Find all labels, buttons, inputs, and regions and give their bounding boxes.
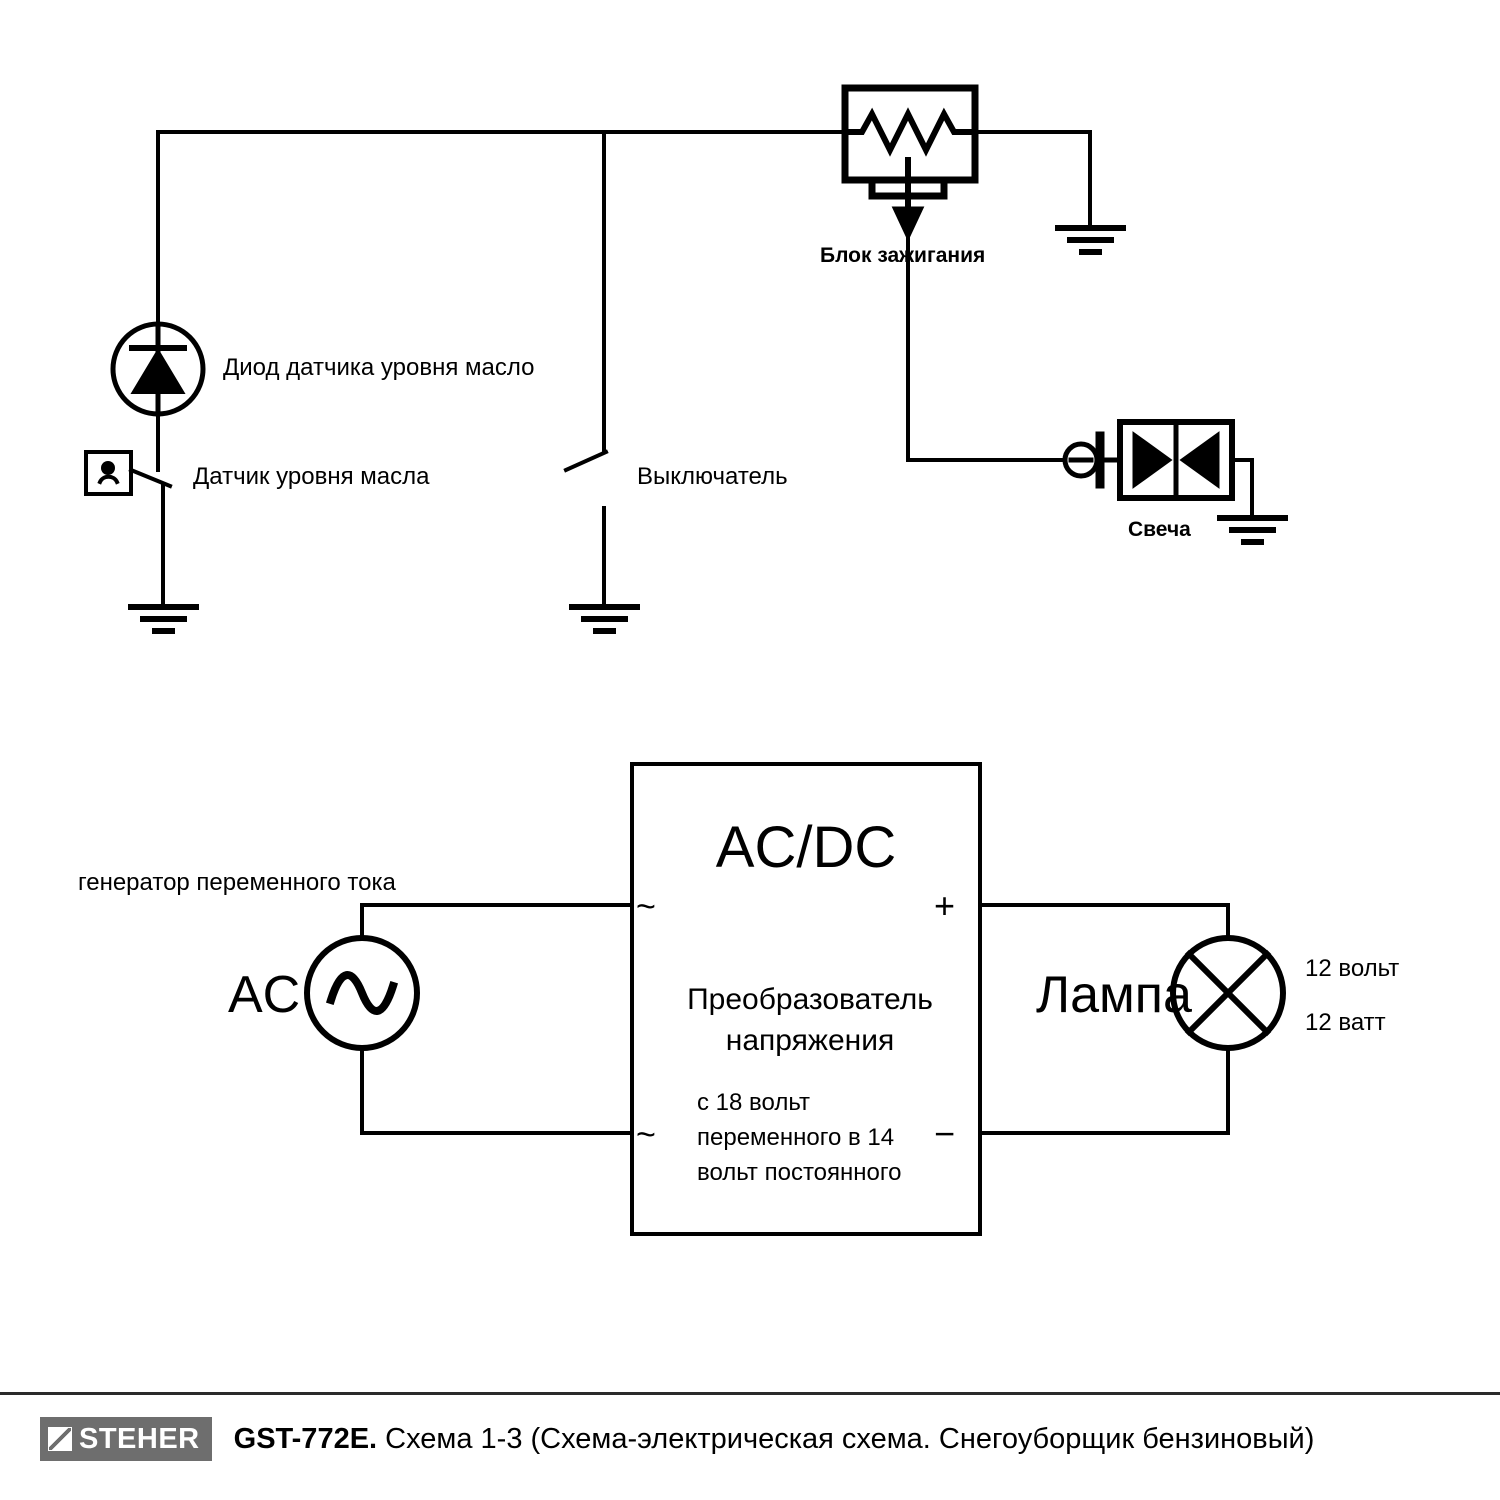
oil-level-sensor-blade [131, 470, 170, 486]
label-lamp-volts: 12 вольт [1305, 955, 1400, 982]
footer-caption [234, 1423, 1315, 1456]
label-converter-spec-2: переменного в 14 [697, 1124, 895, 1151]
spark-plug-symbol [1065, 422, 1232, 498]
label-lamp-watts: 12 ватт [1305, 1009, 1386, 1036]
label-spark-plug: Свеча [1128, 518, 1191, 541]
ground-symbol-spark-plug [1220, 518, 1285, 542]
label-converter-spec-3: вольт постоянного [697, 1159, 902, 1186]
terminal-ac-top: ~ [636, 888, 656, 926]
footer-caption-text: Схема 1-3 (Схема-электрическая схема. Снегоуборщик бензиновый) [385, 1422, 1315, 1455]
label-ignition-unit: Блок зажигания [820, 244, 986, 267]
label-lamp: Лампа [1036, 966, 1192, 1024]
label-converter-name-2: напряжения [725, 1024, 895, 1057]
switch-blade [566, 452, 606, 470]
ac-source-symbol [307, 938, 417, 1048]
ignition-arrow [894, 208, 922, 238]
ground-symbol-sensor [131, 607, 196, 631]
ground-symbol-switch [572, 607, 637, 631]
label-converter-spec-1: с 18 вольт [697, 1089, 810, 1116]
brand-badge [40, 1417, 212, 1461]
terminal-ac-bottom: ~ [636, 1116, 656, 1154]
diode-triangle [134, 352, 182, 392]
label-oil-sensor-diode: Диод датчика уровня масло [223, 354, 535, 381]
terminal-plus: + [933, 885, 955, 926]
oil-level-sensor-fluid [100, 477, 117, 482]
label-ac-source: AC [228, 966, 301, 1024]
label-oil-level-sensor: Датчик уровня масла [193, 463, 430, 490]
ignition-unit-symbol [845, 88, 975, 238]
label-converter-name-1: Преобразователь [687, 983, 933, 1016]
terminal-minus: − [933, 1113, 955, 1154]
footer-model: GST-772E. [233, 1422, 378, 1455]
steher-logo-icon [48, 1427, 72, 1451]
ground-symbol-ignition [1058, 228, 1123, 252]
footer [0, 1392, 1500, 1500]
label-generator: генератор переменного тока [78, 869, 396, 896]
label-switch: Выключатель [637, 463, 788, 490]
oil-level-sensor-float [101, 461, 115, 475]
brand-name: STEHER [79, 1422, 200, 1455]
label-converter-title: AC/DC [715, 815, 897, 880]
